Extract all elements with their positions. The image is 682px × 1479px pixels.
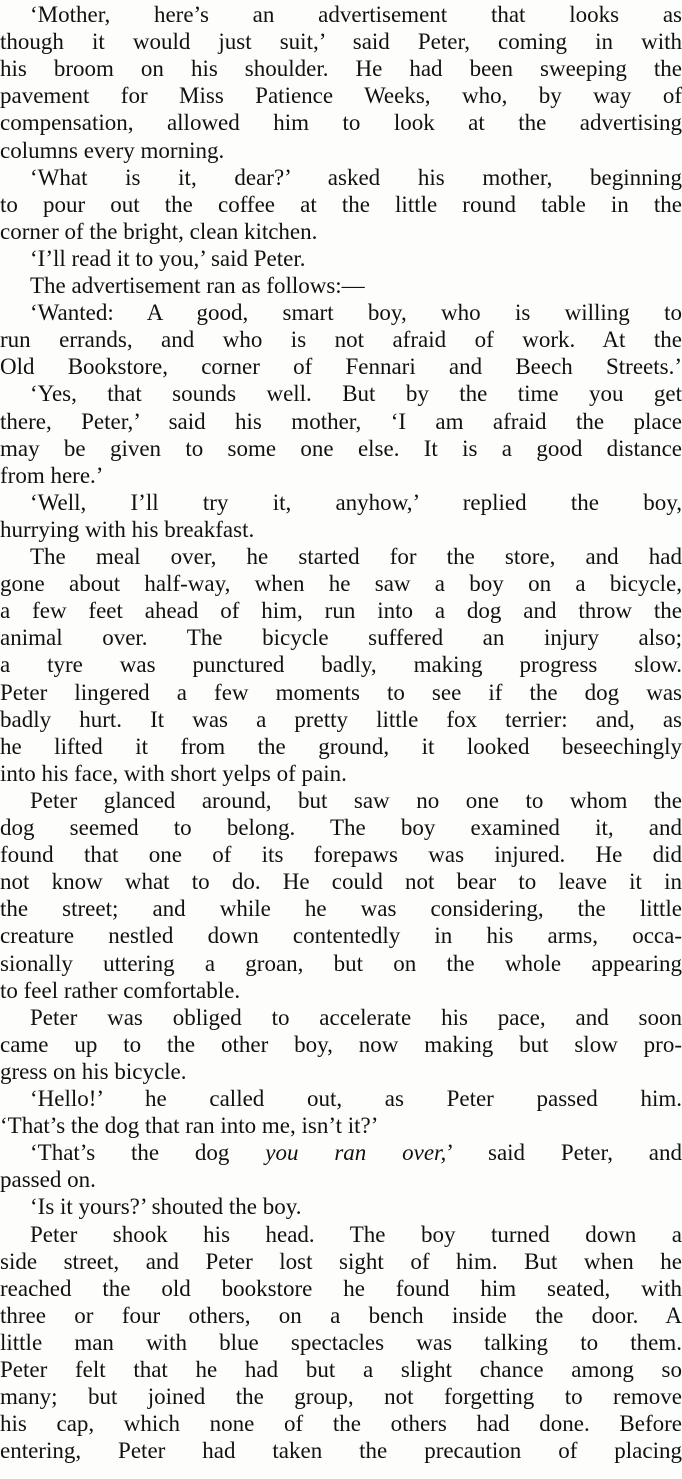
text-line: his cap, which none of the others had done. Before: [0, 1411, 682, 1437]
text-line: columns every morning.: [0, 137, 225, 163]
text-line: ‘Is it yours?’ shouted the boy.: [30, 1194, 302, 1220]
text-line: pavement for Miss Patience Weeks, who, by way of: [0, 83, 682, 109]
text-line: reached the old bookstore he found him seated, with: [0, 1275, 682, 1301]
text-line: may be given to some one else. It is a good distance: [0, 435, 682, 461]
text-segment: ‘That’s the dog: [30, 1140, 266, 1166]
text-line: ‘Well, I’ll try it, anyhow,’ replied the boy,: [30, 489, 682, 515]
text-line: not know what to do. He could not bear to leave it in: [0, 869, 682, 895]
text-line: ‘That’s the dog that ran into me, isn’t it?’: [0, 1113, 379, 1139]
text-line: three or four others, on a bench inside the door. A: [0, 1302, 682, 1328]
text-line: found that one of its forepaws was injured. He did: [0, 842, 682, 868]
text-line: [0, 1139, 682, 1167]
text-line: little man with blue spectacles was talking to them.: [0, 1329, 682, 1355]
text-line: Peter was obliged to accelerate his pace, and soon: [30, 1004, 682, 1030]
text-line: gone about half-way, when he saw a boy on a bicycle,: [0, 571, 682, 597]
text-line: came up to the other boy, now making but slow pro-: [0, 1031, 682, 1057]
text-line: gress on his bicycle.: [0, 1058, 187, 1084]
text-line: compensation, allowed him to look at the advertising: [0, 110, 682, 136]
text-line: Peter shook his head. The boy turned down a: [30, 1221, 682, 1247]
text-line: hurrying with his breakfast.: [0, 516, 255, 542]
text-line: ‘I’ll read it to you,’ said Peter.: [30, 245, 306, 271]
text-line: Peter felt that he had but a slight chance among so: [0, 1357, 682, 1382]
text-line: Peter lingered a few moments to see if the dog was: [0, 679, 682, 705]
text-line: animal over. The bicycle suffered an injury also;: [0, 625, 682, 651]
text-line: ‘What is it, dear?’ asked his mother, beginning: [30, 164, 682, 190]
text-segment: ’ said Peter, and: [446, 1140, 682, 1166]
text-line: a tyre was punctured badly, making progress slow.: [0, 652, 682, 678]
text-line: ‘Mother, here’s an advertisement that looks as: [30, 2, 682, 27]
text-line: the street; and while he was considering, the little: [0, 896, 682, 922]
text-line: his broom on his shoulder. He had been sweeping the: [0, 56, 682, 82]
text-line: corner of the bright, clean kitchen.: [0, 218, 318, 244]
text-line: run errands, and who is not afraid of work. At the: [0, 327, 682, 353]
text-line: Old Bookstore, corner of Fennari and Beech Streets.’: [0, 354, 682, 380]
text-line: he lifted it from the ground, it looked beseechingly: [0, 733, 682, 759]
text-line: ‘Yes, that sounds well. But by the time you get: [30, 381, 682, 407]
text-line: a few feet ahead of him, run into a dog and throw the: [0, 598, 682, 624]
text-line: many; but joined the group, not forgetting to remove: [0, 1384, 682, 1410]
text-line: sionally uttering a groan, but on the whole appearing: [0, 950, 682, 976]
text-line: ‘Wanted: A good, smart boy, who is willing to: [30, 300, 682, 326]
text-line: passed on.: [0, 1167, 96, 1193]
text-line: ‘Hello!’ he called out, as Peter passed him.: [30, 1086, 682, 1111]
text-line: there, Peter,’ said his mother, ‘I am afraid the place: [0, 408, 682, 434]
italic-segment: you ran over,: [265, 1140, 447, 1166]
text-line: The meal over, he started for the store, and had: [30, 544, 682, 569]
text-line: though it would just suit,’ said Peter, coming in with: [0, 29, 682, 55]
text-line: entering, Peter had taken the precaution of placing: [0, 1438, 682, 1464]
text-line: from here.’: [0, 462, 104, 488]
text-line: badly hurt. It was a pretty little fox terrier: and, as: [0, 706, 682, 732]
text-line: into his face, with short yelps of pain.: [0, 760, 347, 786]
text-line: creature nestled down contentedly in his arms, occa-: [0, 923, 682, 949]
text-line: to pour out the coffee at the little round table in the: [0, 191, 682, 217]
text-line: The advertisement ran as follows:—: [30, 273, 365, 298]
text-line: side street, and Peter lost sight of him. But when he: [0, 1248, 682, 1274]
text-line: Peter glanced around, but saw no one to whom the: [30, 787, 682, 813]
text-line: to feel rather comfortable.: [0, 977, 241, 1003]
text-line: dog seemed to belong. The boy examined it, and: [0, 815, 682, 840]
